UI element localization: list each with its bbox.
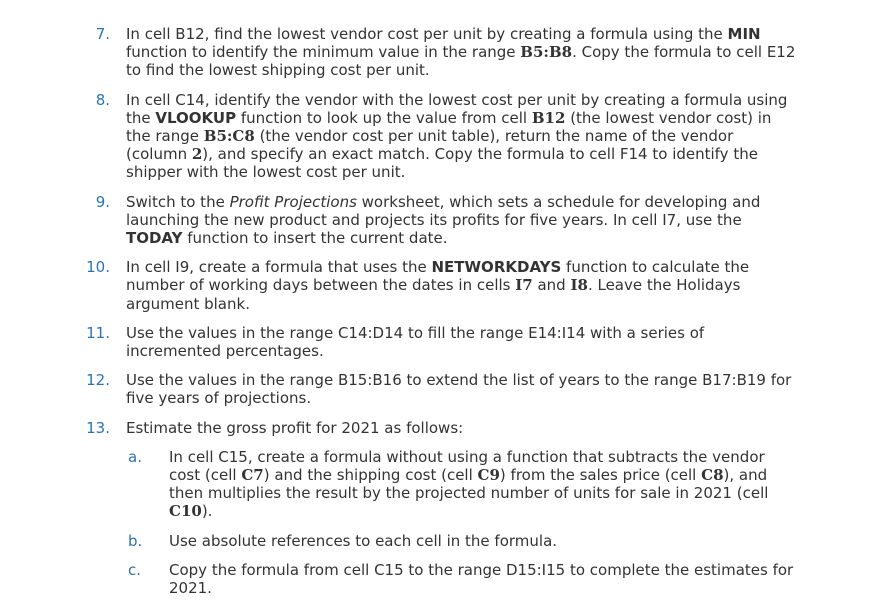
cell-reference: B5:B8 [520,43,573,62]
sub-step-text [169,561,796,597]
instruction-text: Use the values in the range B15:B16 to extend the list of years to the range B17:B19 for five years of projections. [126,371,792,408]
list-item [0,193,882,248]
list-item [0,324,882,360]
sub-step-letter: c. [128,560,142,579]
cell-reference: I8 [570,276,588,295]
step-number: 11. [86,323,110,342]
instruction-text: function to identify the minimum value in the range [126,43,521,62]
instruction-text: Estimate the gross profit for 2021 as follows: [126,418,464,437]
list-item [0,25,882,80]
instruction-text: In cell B12, find the lowest vendor cost per unit by creating a formula using the [126,25,728,43]
sub-step-text [169,448,796,521]
instruction-text: (the vendor cost per unit table), return the name of the vendor (column [126,127,734,164]
step-number: 7. [95,25,110,43]
instruction-text: ) and the shipping cost (cell [263,466,478,485]
worksheet-name: Profit Projections [229,192,357,211]
sub-list-item [126,448,796,521]
sub-step-letter: b. [128,531,143,550]
step-number: 13. [86,418,110,437]
cell-reference: C10 [169,502,202,521]
instruction-text: In cell C15, create a formula without using a function that subtracts the vendor cost (cell [169,447,765,485]
cell-reference: B12 [531,108,566,127]
instruction-text: function to look up the value from cell [236,108,532,127]
step-text [126,324,796,360]
instruction-text: ) from the sales price (cell [499,466,702,485]
step-text [126,371,796,407]
instruction-text: function to calculate the number of working days between the dates in cells [126,258,750,295]
instruction-text: Use the values in the range C14:D14 to fill the range E14:I14 with a series of incremented percentages. [126,323,705,361]
instruction-text: worksheet, which sets a schedule for developing and launching the new product and projects its profits for five years. In cell I7, use the [126,192,761,229]
cell-reference: B5:C8 [203,127,255,146]
instruction-text: . Leave the Holidays argument blank. [126,276,741,313]
instruction-text: ). [201,502,213,521]
step-number: 8. [95,90,110,109]
step-number: 12. [86,371,110,390]
instruction-list [0,25,882,608]
instruction-text: and [532,276,571,295]
list-item [0,371,882,407]
instruction-text: Copy the formula from cell C15 to the range D15:I15 to complete the estimates for 2021. [169,560,794,598]
step-text [126,91,796,182]
instruction-text: function to insert the current date. [182,229,448,248]
instruction-text: ), and specify an exact match. Copy the formula to cell F14 to identify the shipper with the lowest cost per unit. [126,145,758,182]
step-text [126,193,796,248]
list-item [0,91,882,182]
cell-reference: C7 [241,466,264,485]
cell-reference: I7 [515,276,533,295]
cell-reference: C9 [477,466,500,485]
sub-list-item [126,561,796,597]
instruction-text: (the lowest vendor cost) in the range [126,108,772,146]
step-number: 9. [95,192,110,211]
instruction-text: ), and then multiplies the result by the projected number of units for sale in 2021 (cell [169,466,769,503]
instruction-text: Switch to the [126,192,230,211]
sub-step-letter: a. [128,447,142,466]
instruction-text: Use absolute references to each cell in the formula. [169,531,558,550]
cell-reference: C8 [701,466,724,485]
step-text [126,25,796,80]
step-text [126,419,796,437]
keyword: NETWORKDAYS [431,258,562,277]
cell-reference: 2 [191,145,203,164]
keyword: MIN [727,25,761,43]
instruction-text: In cell C14, identify the vendor with the lowest cost per unit by creating a formula using the [126,90,788,127]
sub-list-item [126,532,796,550]
list-item [0,419,882,598]
step-text [126,258,796,313]
step-number: 10. [86,258,110,277]
keyword: TODAY [126,229,183,248]
sub-step-text [169,532,796,550]
keyword: VLOOKUP [155,108,237,127]
list-item [0,258,882,313]
instruction-text: In cell I9, create a formula that uses the [126,258,432,277]
instruction-text: . Copy the formula to cell E12 to find the lowest shipping cost per unit. [126,43,796,80]
